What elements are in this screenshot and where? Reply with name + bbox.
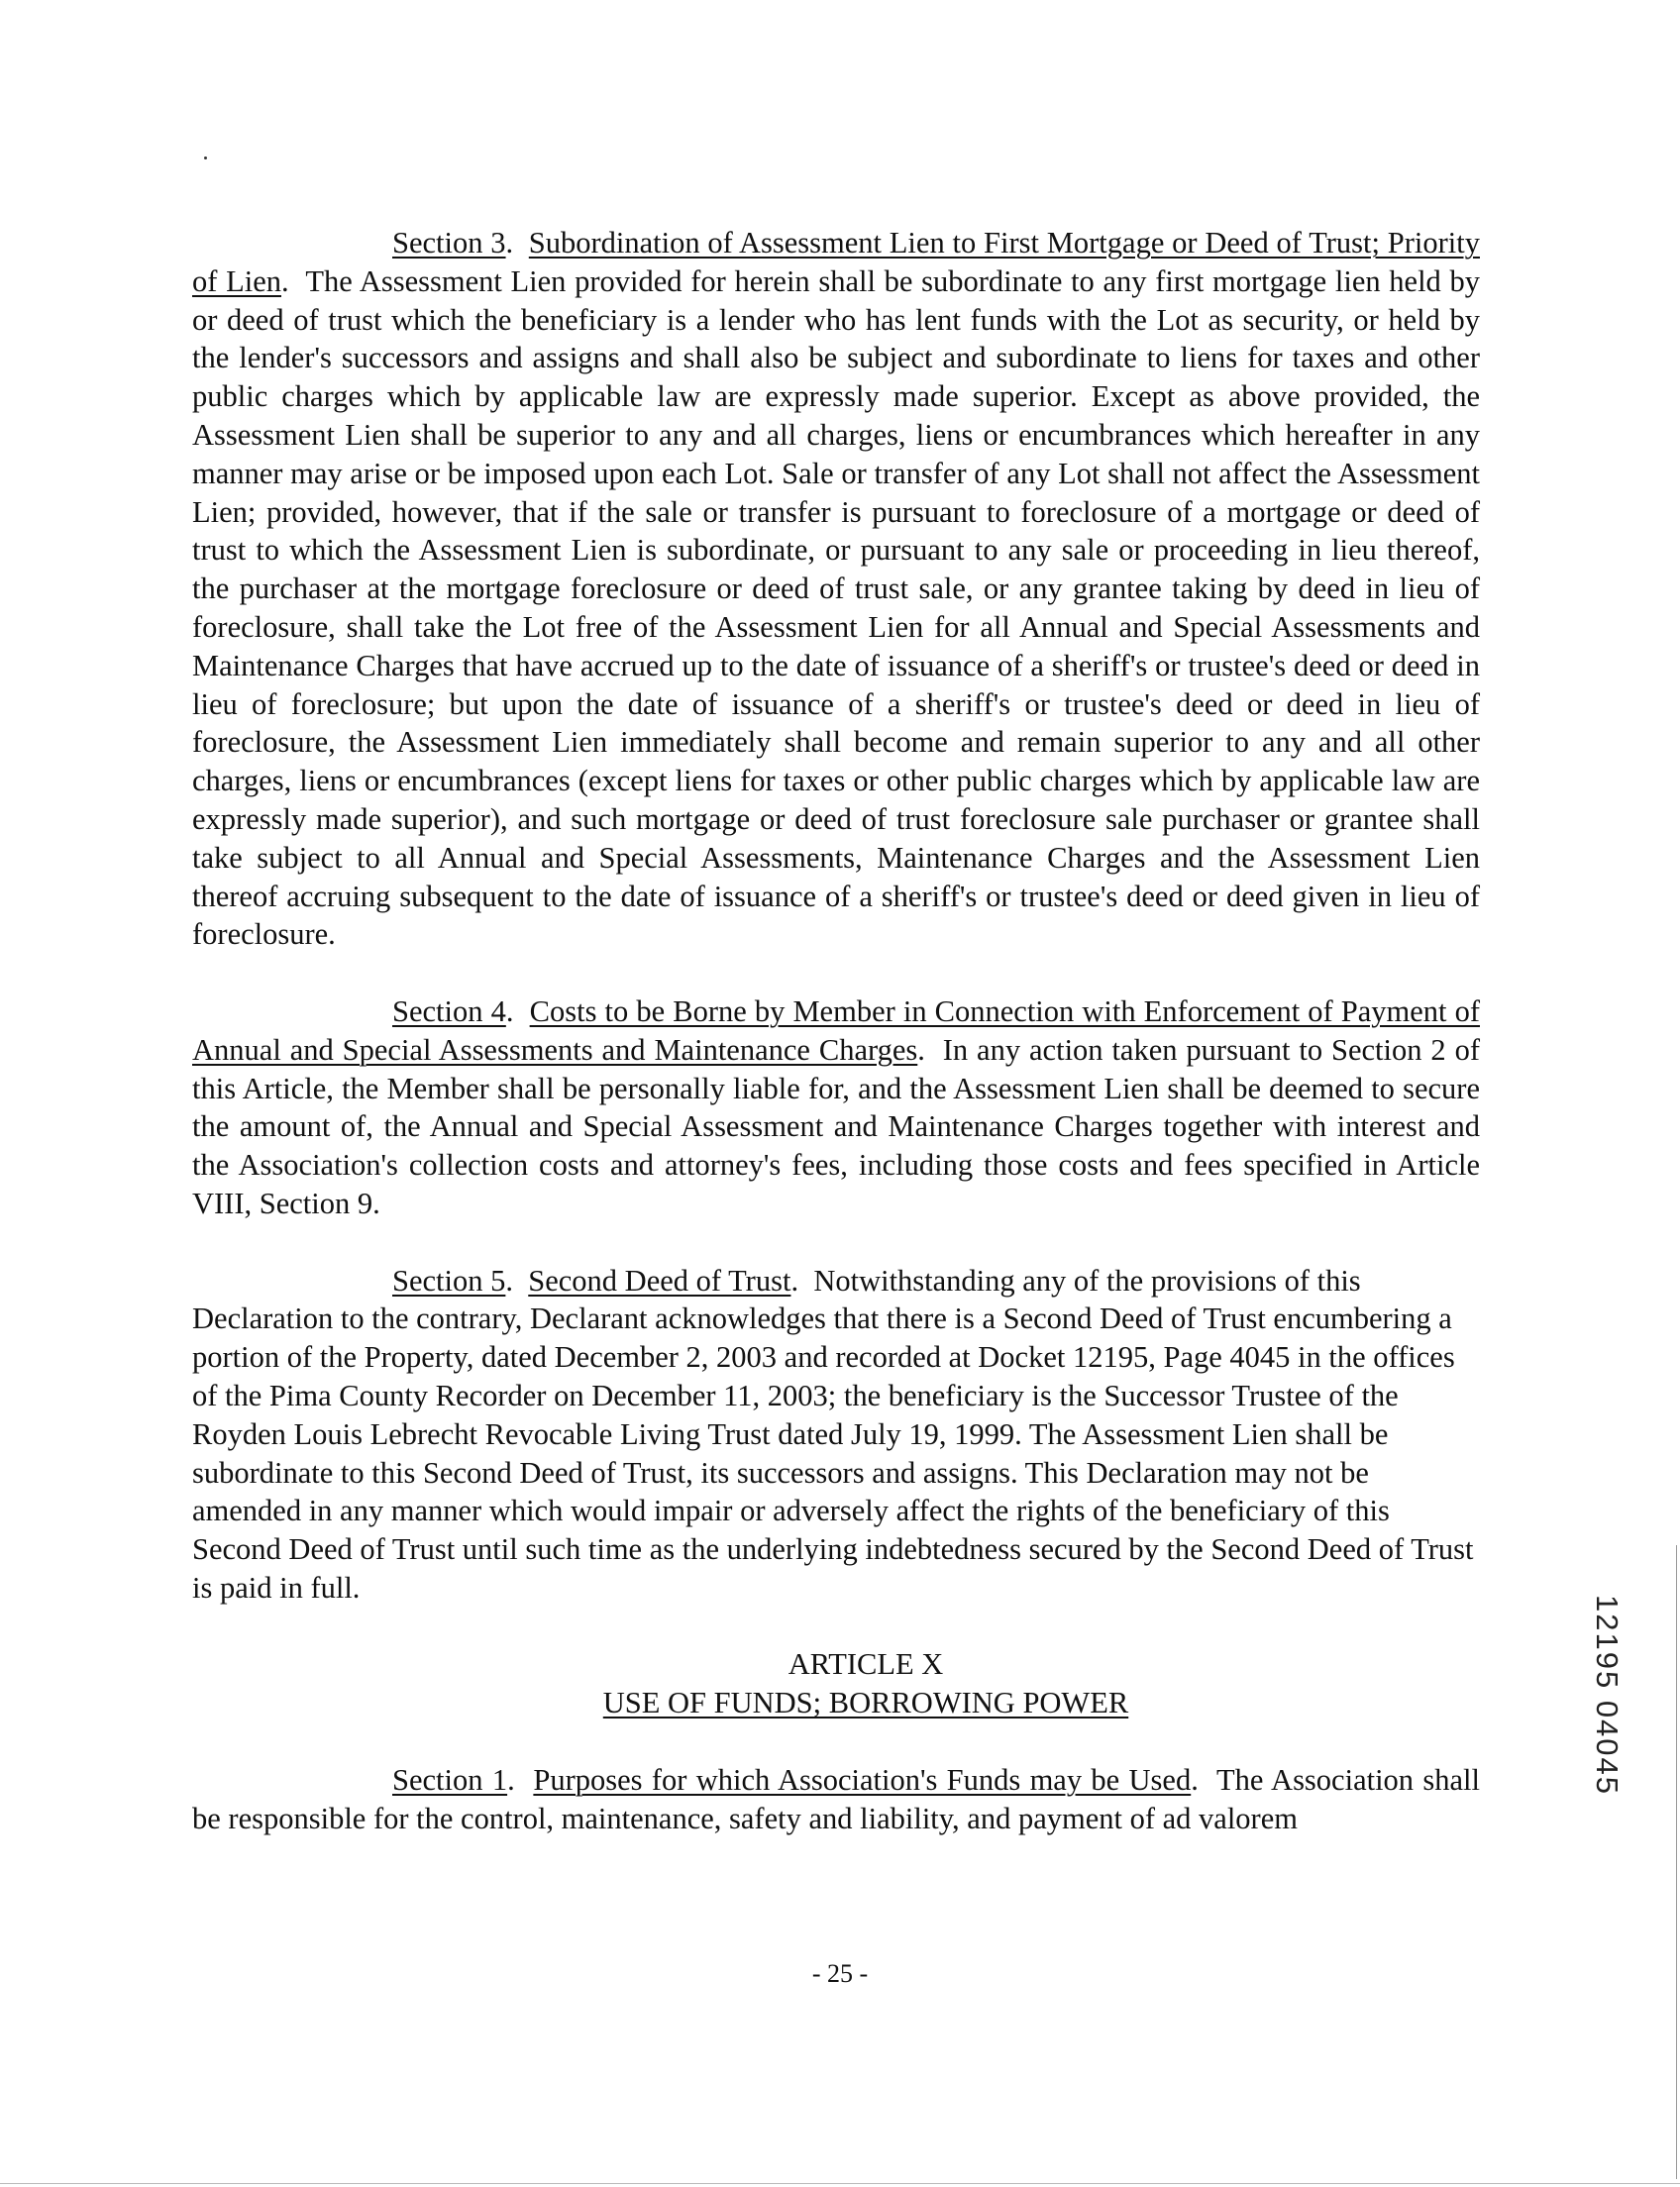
section-4-paragraph: Section 4. Costs to be Borne by Member in Connection with Enforcement of Payment of Annual and Special Assessments and Maintenance Charges. In any action taken pursuant to Section 2 of this Article, the Member shall be personally liable for, and the Assessment Lien shall be deemed to secure the amount of, the Annual and Special Assessment and Maintenance Charges together with interest and the Association's collection costs and attorney's fees, including those costs and fees specified in Article VIII, Section 9. [192, 993, 1481, 1220]
article-number: ARTICLE X [788, 1647, 944, 1682]
section-3-body: The Assessment Lien provided for herein shall be subordinate to any first mortgage lien held by or deed of trust which the beneficiary is a lender who has lent funds with the Lot as security, or held by the lender's successors and assigns and shall also be subject and subordinate to liens for taxes and other public charges which by applicable law are expressly made superior. Except as above provided, the Assessment Lien shall be superior to any and all charges, liens or encumbrances which hereafter in any manner may arise or be imposed upon each Lot. Sale or transfer of any Lot shall not affect the Assessment Lien; provided, however, that if the sale or transfer is pursuant to foreclosure of a mortgage or deed of trust to which the Assessment Lien is subordinate, or pursuant to any sale or proceeding in lieu thereof, the purchaser at the mortgage foreclosure or deed of trust sale, or any grantee taking by deed in lieu of foreclosure, shall take the Lot free of the Assessment Lien for all Annual and Special Assessments and Maintenance Charges that have accrued up to the date of issuance of a sheriff's or trustee's deed or deed in lieu of foreclosure; but upon the date of issuance of a sheriff's or trustee's deed or deed in lieu of foreclosure, the Assessment Lien immediately shall become and remain superior to any and all other charges, liens or encumbrances (except liens for taxes or other public charges which by applicable law are expressly made superior), and such mortgage or deed of trust foreclosure sale purchaser or grantee shall take subject to all Annual and Special Assessments, Maintenance Charges and the Assessment Lien thereof accruing subsequent to the date of issuance of a sheriff's or trustee's deed or deed given in lieu of foreclosure. [192, 263, 1480, 952]
section-5-title: Second Deed of Trust [528, 1263, 791, 1298]
document-body [192, 224, 1480, 1837]
section-3-number: Section 3 [392, 226, 506, 260]
article-section-1-paragraph: Section 1. Purposes for which Association's Funds may be Used. The Association shall be responsible for the control, maintenance, safety and liability, and payment of ad valorem [192, 1762, 1480, 1835]
page-number: - 25 - [811, 1959, 869, 1988]
section-3-paragraph: Section 3. Subordination of Assessment Lien to First Mortgage or Deed of Trust; Priority of Lien. The Assessment Lien provided for herein shall be subordinate to any first mortgage lien held by or deed of trust which the beneficiary is a lender who has lent funds with the Lot as security, or held by the lender's successors and assigns and shall also be subject and subordinate to liens for taxes and other public charges which by applicable law are expressly made superior. Except as above provided, the Assessment Lien shall be superior to any and all charges, liens or encumbrances which hereafter in any manner may arise or be imposed upon each Lot. Sale or transfer of any Lot shall not affect the Assessment Lien; provided, however, that if the sale or transfer is pursuant to foreclosure of a mortgage or deed of trust to which the Assessment Lien is subordinate, or pursuant to any sale or proceeding in lieu thereof, the purchaser at the mortgage foreclosure or deed of trust sale, or any grantee taking by deed in lieu of foreclosure, shall take the Lot free of the Assessment Lien for all Annual and Special Assessments and Maintenance Charges that have accrued up to the date of issuance of a sheriff's or trustee's deed or deed in lieu of foreclosure; but upon the date of issuance of a sheriff's or trustee's deed or deed in lieu of foreclosure, the Assessment Lien immediately shall become and remain superior to any and all other charges, liens or encumbrances (except liens for taxes or other public charges which by applicable law are expressly made superior), and such mortgage or deed of trust foreclosure sale purchaser or grantee shall take subject to all Annual and Special Assessments, Maintenance Charges and the Assessment Lien thereof accruing subsequent to the date of issuance of a sheriff's or trustee's deed or deed given in lieu of foreclosure. [192, 226, 1480, 952]
paragraph-spacer [192, 1722, 1480, 1761]
article-title: USE OF FUNDS; BORROWING POWER [602, 1686, 1129, 1720]
paragraph-spacer [192, 1608, 1480, 1646]
paragraph-spacer [192, 1223, 1480, 1262]
article-section-1-title: Purposes for which Association's Funds may be Used [533, 1762, 1192, 1797]
section-4-body: In any action taken pursuant to Section 2 of this Article, the Member shall be personally liable for, and the Assessment Lien shall be deemed to secure the amount of, the Annual and Special Assessment and Maintenance Charges together with interest and the Association's collection costs and attorney's fees, including those costs and fees specified in Article VIII, Section 9. [192, 1032, 1481, 1220]
article-heading [192, 1645, 1480, 1722]
paragraph-spacer [192, 954, 1480, 992]
section-5-number: Section 5 [392, 1263, 506, 1298]
article-section-1-body: The Association shall be responsible for the control, maintenance, safety and liability, and payment of ad valorem [192, 1762, 1480, 1835]
section-4-number: Section 4 [392, 993, 506, 1028]
scan-edge-bottom [0, 2183, 1680, 2184]
section-3-title: Subordination of Assessment Lien to First Mortgage or Deed of Trust; Priority of Lien [192, 226, 1480, 298]
section-5-body: Notwithstanding any of the provisions of this Declaration to the contrary, Declarant acknowledges that there is a Second Deed of Trust encumbering a portion of the Property, dated December 2, 2003 and recorded at Docket 12195, Page 4045 in the offices of the Pima County Recorder on December 11, 2003; the beneficiary is the Successor Trustee of the Royden Louis Lebrecht Revocable Living Trust dated July 19, 1999. The Assessment Lien shall be subordinate to this Second Deed of Trust, its successors and assigns. This Declaration may not be amended in any manner which would impair or adversely affect the rights of the beneficiary of this Second Deed of Trust until such time as the underlying indebtedness secured by the Second Deed of Trust is paid in full. [192, 1263, 1474, 1605]
section-4-title: Costs to be Borne by Member in Connection with Enforcement of Payment of Annual and Special Assessments and Maintenance Charges [192, 993, 1480, 1067]
scan-speck [204, 156, 207, 159]
section-5-paragraph: Section 5. Second Deed of Trust. Notwithstanding any of the provisions of this Declaration to the contrary, Declarant acknowledges that there is a Second Deed of Trust encumbering a portion of the Property, dated December 2, 2003 and recorded at Docket 12195, Page 4045 in the offices of the Pima County Recorder on December 11, 2003; the beneficiary is the Successor Trustee of the Royden Louis Lebrecht Revocable Living Trust dated July 19, 1999. The Assessment Lien shall be subordinate to this Second Deed of Trust, its successors and assigns. This Declaration may not be amended in any manner which would impair or adversely affect the rights of the beneficiary of this Second Deed of Trust until such time as the underlying indebtedness secured by the Second Deed of Trust is paid in full. [192, 1263, 1474, 1605]
docket-stamp: 12195 04045 [1590, 1595, 1625, 1797]
article-section-1-number: Section 1 [392, 1762, 508, 1797]
scan-edge-right [1676, 1545, 1677, 2179]
